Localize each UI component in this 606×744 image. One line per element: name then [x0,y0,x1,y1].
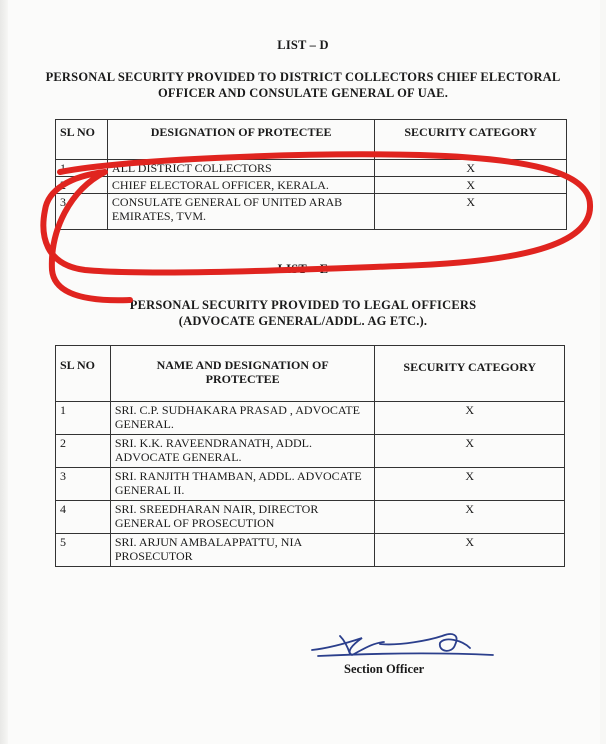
row-designation: SRI. K.K. RAVEENDRANATH, ADDL. ADVOCATE GENERAL. [110,435,375,468]
page-fold-shadow [0,0,8,744]
row-category: X [375,177,567,194]
table-row [56,160,567,177]
table-row [56,402,565,435]
row-category: X [375,160,567,177]
row-designation: ALL DISTRICT COLLECTORS [107,160,374,177]
row-designation: SRI. SREEDHARAN NAIR, DIRECTOR GENERAL OF PROSECUTION [110,501,375,534]
row-sl: 2 [56,177,108,194]
table-row [56,194,567,230]
list-e-heading-line1: PERSONAL SECURITY PROVIDED TO LEGAL OFFICERS [129,298,477,312]
list-e-title: LIST – E [277,262,329,276]
list-e-table [55,345,565,567]
row-designation: CHIEF ELECTORAL OFFICER, KERALA. [107,177,374,194]
list-e-heading-line2: (ADVOCATE GENERAL/ADDL. AG ETC.). [178,314,428,328]
col-header-security-category: SECURITY CATEGORY [375,120,567,160]
table-header-row [56,346,565,402]
table-row [56,177,567,194]
table-row [56,435,565,468]
list-d-title: LIST – D [277,38,329,52]
row-sl: 2 [56,435,111,468]
row-sl: 4 [56,501,111,534]
row-designation: SRI. RANJITH THAMBAN, ADDL. ADVOCATE GENERAL II. [110,468,375,501]
col-header-sl-no: SL NO [56,120,108,160]
table-row [56,468,565,501]
row-sl: 5 [56,534,111,567]
row-category: X [375,468,565,501]
col-header-security-category: SECURITY CATEGORY [375,346,565,402]
row-sl: 1 [56,402,111,435]
row-category: X [375,402,565,435]
row-category: X [375,501,565,534]
table-header-row [56,120,567,160]
row-sl: 1 [56,160,108,177]
list-d-table [55,119,567,230]
table-row [56,501,565,534]
row-category: X [375,534,565,567]
row-category: X [375,194,567,230]
col-header-sl-no: SL NO [56,346,111,402]
row-designation: SRI. C.P. SUDHAKARA PRASAD , ADVOCATE GENERAL. [110,402,375,435]
row-category: X [375,435,565,468]
col-header-designation: NAME AND DESIGNATION OF PROTECTEE [110,346,375,402]
table-row [56,534,565,567]
row-designation: CONSULATE GENERAL OF UNITED ARAB EMIRATES, TVM. [107,194,374,230]
row-sl: 3 [56,194,108,230]
row-sl: 3 [56,468,111,501]
col-header-designation: DESIGNATION OF PROTECTEE [107,120,374,160]
section-officer-label: Section Officer [344,662,425,676]
row-designation: SRI. ARJUN AMBALAPPATTU, NIA PROSECUTOR [110,534,375,567]
list-d-heading-line1: PERSONAL SECURITY PROVIDED TO DISTRICT COLLECTORS CHIEF ELECTORAL [45,70,561,84]
list-d-heading-line2: OFFICER AND CONSULATE GENERAL OF UAE. [157,86,449,100]
